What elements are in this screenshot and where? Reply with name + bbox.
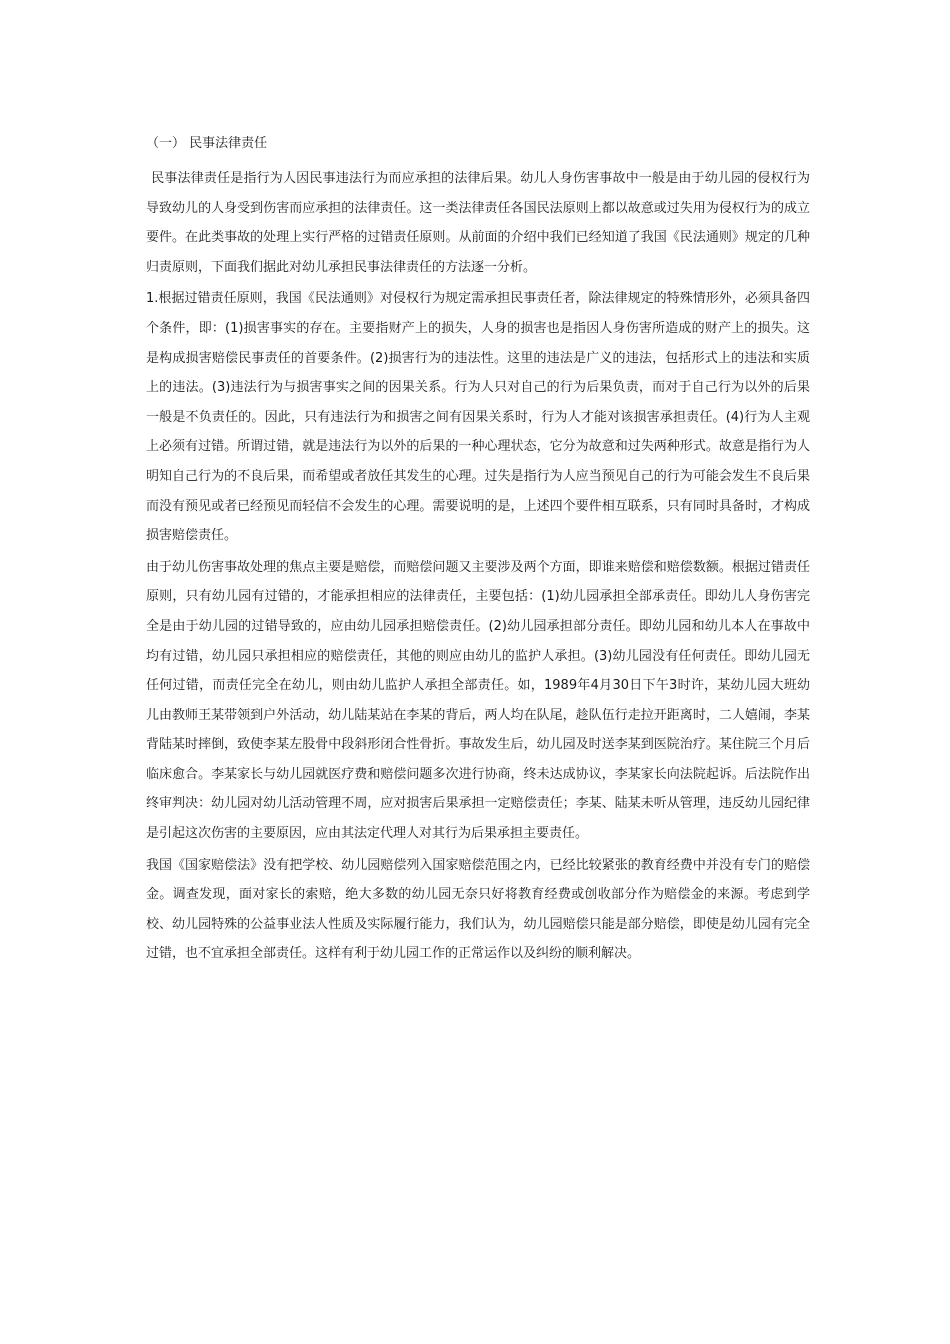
section-heading: （一） 民事法律责任: [146, 136, 268, 151]
paragraph-compensation-cases: 由于幼儿伤害事故处理的焦点主要是赔偿，而赔偿问题又主要涉及两个方面，即谁来赔偿和赔偿数额。根据过错责任原则，只有幼儿园有过错的，才能承担相应的法律责任，主要包括：(1)幼儿园承担全部承责任。即幼儿人身伤害完全是由于幼儿园的过错导致的，应由幼儿园承担赔偿责任。(2)幼儿园承担部分责任。即幼儿园和幼儿本人在事故中均有过错，幼儿园只承担相应的赔偿责任，其他的则应由幼儿的监护人承担。(3)幼儿园没有任何责任。即幼儿园无任何过错，而责任完全在幼儿，则由幼儿监护人承担全部责任。如，1989年4月30日下午3时许，某幼儿园大班幼儿由教师王某带领到户外活动，幼儿陆某站在李某的背后，两人均在队尾，趁队伍行走拉开距离时，二人嬉闹，李某背陆某时摔倒，致使李某左股骨中段斜形闭合性骨折。事故发生后，幼儿园及时送李某到医院治疗。某住院三个月后临床愈合。李某家长与幼儿园就医疗费和赔偿问题多次进行协商，终未达成协议，李某家长向法院起诉。后法院作出终审判决：幼儿园对幼儿活动管理不周，应对损害后果承担一定赔偿责任；李某、陆某未听从管理，违反幼儿园纪律是引起这次伤害的主要原因，应由其法定代理人对其行为后果承担主要责任。: [146, 559, 810, 842]
paragraph-civil-liability-definition: 民事法律责任是指行为人因民事违法行为而应承担的法律后果。幼儿人身伤害事故中一般是由于幼儿园的侵权行为导致幼儿的人身受到伤害而应承担的法律责任。这一类法律责任各国民法原则上都以故意或过失用为侵权行为的成立要件。在此类事故的处理上实行严格的过错责任原则。从前面的介绍中我们已经知道了我国《民法通则》规定的几种归责原则，下面我们据此对幼儿承担民事法律责任的方法逐一分析。: [146, 171, 810, 275]
document-page: [146, 132, 810, 971]
paragraph-state-compensation: 我国《国家赔偿法》没有把学校、幼儿园赔偿列入国家赔偿范围之内，已经比较紧张的教育经费中并没有专门的赔偿金。调查发现，面对家长的索赔，绝大多数的幼儿园无奈只好将教育经费或创收部分作为赔偿金的来源。考虑到学校、幼儿园特殊的公益事业法人性质及实际履行能力，我们认为，幼儿园赔偿只能是部分赔偿，即使是幼儿园有完全过错，也不宜承担全部责任。这样有利于幼儿园工作的正常运作以及纠纷的顺利解决。: [146, 857, 810, 962]
paragraph-fault-liability-conditions: 1.根据过错责任原则，我国《民法通则》对侵权行为规定需承担民事责任者，除法律规定的特殊情形外，必须具备四个条件，即：(1)损害事实的存在。主要指财产上的损失，人身的损害也是指因人身伤害所造成的财产上的损失。这是构成损害赔偿民事责任的首要条件。(2)损害行为的违法性。这里的违法是广义的违法，包括形式上的违法和实质上的违法。(3)违法行为与损害事实之间的因果关系。行为人只对自己的行为后果负责，而对于自己行为以外的后果一般是不负责任的。因此，只有违法行为和损害之间有因果关系时，行为人才能对该损害承担责任。(4)行为人主观上必须有过错。所谓过错，就是违法行为以外的后果的一种心理状态，它分为故意和过失两种形式。故意是指行为人明知自己行为的不良后果，而希望或者放任其发生的心理。过失是指行为人应当预见自己的行为可能会发生不良后果而没有预见或者已经预见而轻信不会发生的心理。需要说明的是，上述四个要件相互联系，只有同时具备时，才构成损害赔偿责任。: [146, 291, 810, 544]
